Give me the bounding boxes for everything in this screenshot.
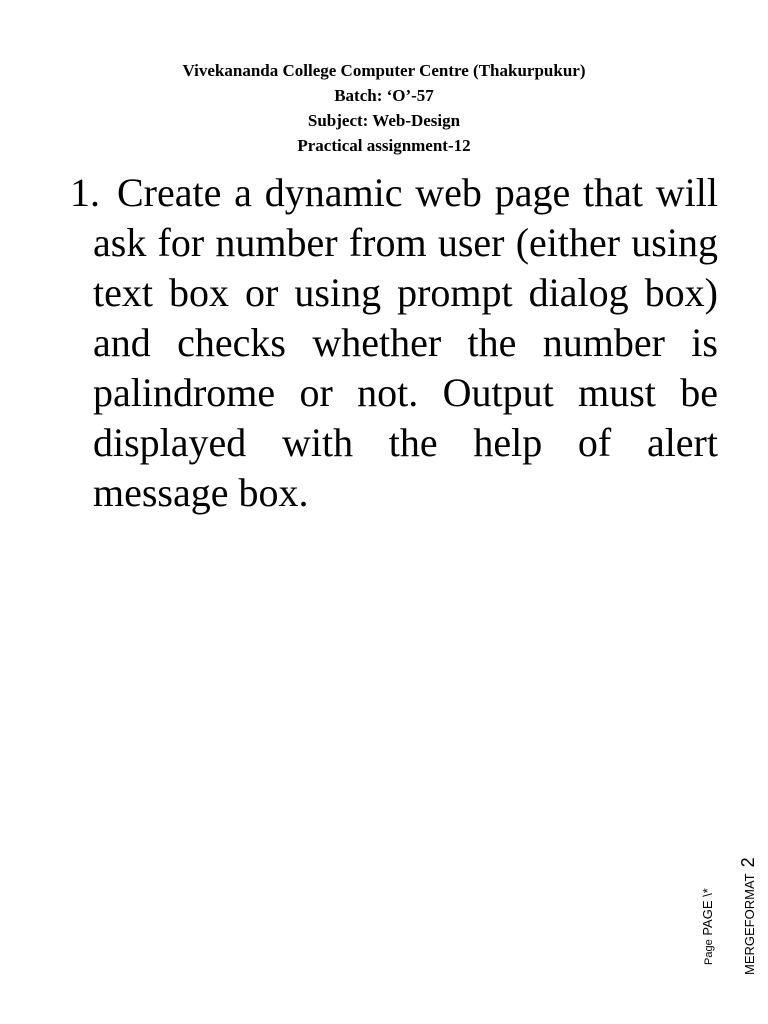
- document-header: [0, 58, 768, 158]
- merge-format-code: MERGEFORMAT: [742, 873, 757, 975]
- assignment-title: Practical assignment-12: [297, 136, 471, 155]
- college-name: Vivekananda College Computer Centre (Thakurpukur): [182, 61, 586, 80]
- page-field-code: PAGE \*: [700, 888, 715, 936]
- question-number: 1.: [70, 170, 100, 215]
- question-item: [70, 168, 718, 518]
- page-field-label: [700, 855, 720, 965]
- batch-line: Batch: ‘O’-57: [334, 86, 434, 105]
- question-text: Create a dynamic web page that will ask for number from user (either using text box or using prompt dialog box) and checks whether the number is palindrome or not. Output must be displayed with the help of alert message box.: [93, 170, 718, 515]
- merge-field-label: [738, 840, 760, 975]
- page-word: Page: [703, 939, 715, 965]
- page-number: 2: [738, 857, 758, 868]
- subject-line: Subject: Web-Design: [307, 111, 461, 130]
